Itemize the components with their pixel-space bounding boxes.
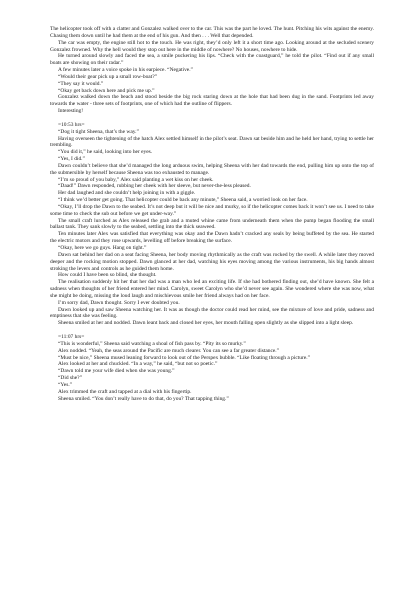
paragraph: “Daad!” Dawn responded, rubbing her cheek with her sleeve, but never-the-less pleased. [58,183,251,190]
paragraph: Having overseen the tightening of the hatch Alex settled himself in the pilot’s seat. Dawn sat beside him and he held her hand, trying to settle her trembling. [50,135,374,149]
paragraph: Interesting! [58,108,84,115]
paragraph: “You did it,” he said, looking into her eyes. [58,149,153,156]
paragraph: The small craft lurched as Alex released the grab and a muted whine came from underneath them when the pump began flooding the small ballast tank. They sank slowly to the seabed, settling into the thick seaweed. [50,217,374,231]
paragraph: How could I have been so blind, she thought. [58,272,157,279]
paragraph: The helicopter took off with a clatter and Gonzalez walked over to the car. This was the part he loved. The hunt. Pitching his wits against the enemy. Chasing them down until he had them at the end of his gun. And then . . . Well that depended. [50,26,374,39]
paragraph: He turned around slowly and faced the sea, a smile puckering his lips. “Check with the coastguard,” he told the pilot. “Find out if any small boats are showing on their radar.” [50,53,374,67]
paragraph: Ten minutes later Alex was satisfied that everything was okay and the Dawn hadn’t cracked any seals by being buffeted by the sea. He started the electric motors and they rose upwards, levelling off before breaking the surface. [50,231,374,245]
paragraph: “This is wonderful,” Sheena said watching a shoal of fish pass by. “Pity its so murky.” [58,340,246,347]
page-body [50,26,374,402]
paragraph: Alex looked at her and chuckled. “In a way,” he said, “but not so poetic.” [58,361,218,368]
paragraph: =10:53 hrs= [58,121,85,128]
paragraph: Sheena smiled. “You don’t really have to do that, do you? That tapping thing.” [58,395,229,402]
paragraph: A few minutes later a voice spoke in his earpiece. “Negative.” [58,67,193,74]
paragraph: “Yes.” [58,381,73,388]
paragraph: “Did she?” [58,375,83,382]
paragraph: Alex nodded. “Yeah, the seas around the Pacific are much clearer. You can see a far greater distance.” [58,347,280,354]
paragraph: “Dog it tight Sheena, that’s the way.” [58,128,139,135]
paragraph: =11:07 hrs= [58,333,85,340]
paragraph: “I’m so proud of you baby,” Alex said planting a wet kiss on her cheek. [58,176,214,183]
paragraph: “They say it would.” [58,80,104,87]
paragraph: I’m sorry dad, Dawn thought. Sorry I ever doubted you. [58,299,180,306]
paragraph: Gonzalez walked down the beach and stood beside the big rock staring down at the hole that had been dug in the sand. Footprints led away towards the water - three sets of footprints, one of which had the outline of flippers. [50,94,374,108]
paragraph: Dawn sat behind her dad on a seat facing Sheena, her body moving rhythmically as the craft was rocked by the swell. A while later they moved deeper and the rocking motion stopped. Dawn glanced at her dad, watching his eyes moving among the various instruments, his big hands almost stroking the levers and controls as he guided them home. [50,251,374,272]
paragraph: “Yes, I did.” [58,156,85,163]
paragraph: “I think we’d better get going. That helicopter could be back any minute,” Sheena said, a worried look on her face. [58,197,308,204]
paragraph: Dawn looked up and saw Sheena watching her. It was as though the doctor could read her mind, see the mixture of love and pride, sadness and emptiness that she was feeling. [50,306,374,320]
paragraph: Dawn couldn’t believe that she’d managed the long arduous swim, helping Sheena with her dad towards the end, pulling him up onto the top of the submersible by herself because Sheena was too exhausted to manage. [50,162,374,176]
paragraph: Alex trimmed the craft and tapped at a dial with his fingertip. [58,388,192,395]
paragraph: Her dad laughed and she couldn’t help joining in with a giggle. [58,190,196,197]
paragraph: “Dawn told me your wife died when she was young.” [58,368,175,375]
paragraph: “Must be nice,” Sheena mused leaning forward to look out of the Perspex bubble. “Like floating through a picture.” [58,354,311,361]
paragraph: “Okay, I’ll drop the Dawn to the seabed. It’s not deep but it will be nice and murky, so if the helicopter comes back it won’t see us. I need to take some time to check the sub out before we get under-way.” [50,203,374,217]
paragraph: “Okay get back down here and pick me up.” [58,87,155,94]
paragraph: The car was empty, the engine still hot to the touch. He was right, they’d only left it a short time ago. Looking around at the secluded scenery Gonzalez frowned. Why the hell would they stop out here in the middle of nowhere? No houses, nowhere to hide. [50,39,374,53]
paragraph: “Okay, here we go guys. Hang on tight.” [58,245,147,251]
paragraph: “Would their gear pick up a small row-boat?” [58,73,158,80]
paragraph: The realisation suddenly hit her that her dad was a man who led an exciting life. If she had bothered finding out, she’d have known. She felt a sadness when thoughts of her friend entered her mind. Carolyn, sweet Carolyn who she’d never see again. She wondered where she was now, what she might be doing, missing the loud laugh and mischievous smile her friend always had on her face. [50,279,374,299]
paragraph: Sheena smiled at her and nodded. Dawn leant back and closed her eyes, her mouth falling open slightly as she slipped into a light sleep. [58,320,354,327]
